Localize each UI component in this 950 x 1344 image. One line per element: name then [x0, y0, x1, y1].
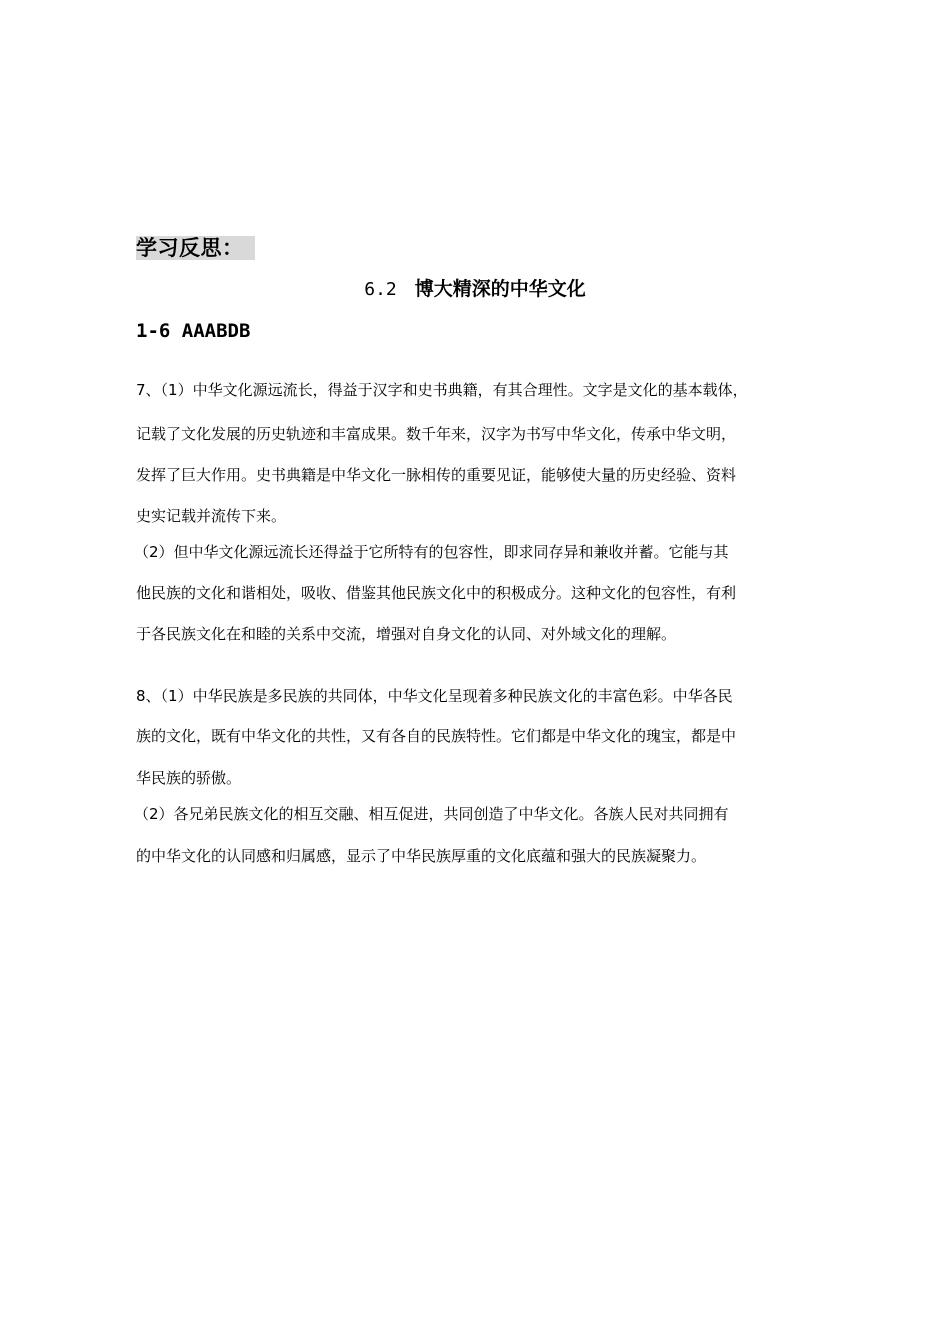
q8-part1-line: 华民族的骄傲。: [136, 769, 242, 787]
q8-part1-line: 8、（1）中华民族是多民族的共同体，中华文化呈现着多种民族文化的丰富色彩。中华各民: [136, 687, 733, 705]
q7-part1-line: 发挥了巨大作用。史书典籍是中华文化一脉相传的重要见证，能够使大量的历史经验、资料: [136, 466, 737, 484]
q8-part1-line: 族的文化，既有中华文化的共性，又有各自的民族特性。它们都是中华文化的瑰宝，都是中: [136, 727, 737, 745]
q7-part1-line: 7、（1）中华文化源远流长，得益于汉字和史书典籍，有其合理性。文字是文化的基本载体，: [136, 381, 748, 399]
q7-part1-line: 记载了文化发展的历史轨迹和丰富成果。数千年来，汉字为书写中华文化，传承中华文明，: [136, 425, 737, 443]
q7-part2-line: 他民族的文化和谐相处，吸收、借鉴其他民族文化中的积极成分。这种文化的包容性，有利: [136, 584, 737, 602]
q7-part2-line: （2）但中华文化源远流长还得益于它所特有的包容性，即求同存异和兼收并蓄。它能与其: [134, 543, 729, 561]
q8-part2-line: （2）各兄弟民族文化的相互交融、相互促进，共同创造了中华文化。各族人民对共同拥有: [134, 805, 729, 823]
reflection-heading: 学习反思：: [136, 236, 255, 260]
section-title-text: 博大精深的中华文化: [414, 278, 586, 300]
multiple-choice-answers: 1-6 AAABDB: [136, 320, 251, 342]
section-number: 6.2: [364, 279, 397, 300]
q8-part2-line: 的中华文化的认同感和归属感，显示了中华民族厚重的文化底蕴和强大的民族凝聚力。: [136, 847, 707, 865]
q7-part2-line: 于各民族文化在和睦的关系中交流，增强对自身文化的认同、对外域文化的理解。: [136, 625, 677, 643]
q7-part1-line: 史实记载并流传下来。: [136, 507, 287, 525]
section-title: [0, 276, 950, 303]
